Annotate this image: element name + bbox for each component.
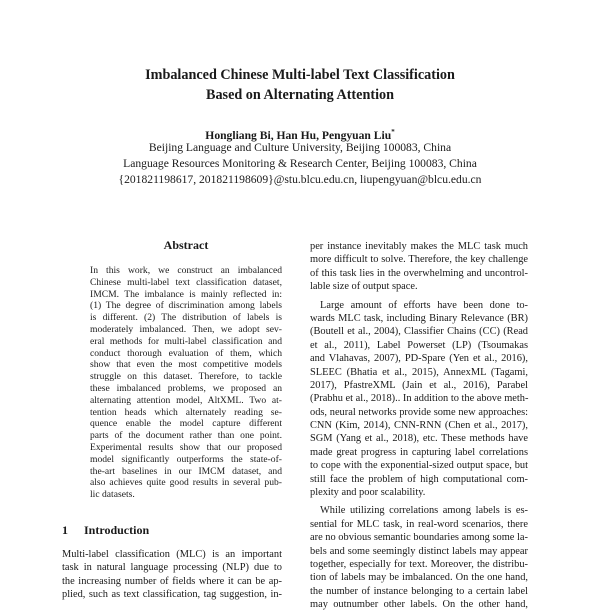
text-line: the number of instance belonging to a certain label <box>310 585 528 597</box>
text-line: lable size of output space. <box>310 281 418 293</box>
corresponding-author-mark: * <box>391 128 395 136</box>
text-line: SLEEC (Bhatia et al., 2015), AnnexML (Tagami, <box>310 366 528 378</box>
text-line: may outnumber other labels. On the other hand, <box>310 599 528 611</box>
text-line: still face the problem of high computational com- <box>310 473 528 485</box>
affiliation-2: Language Resources Monitoring & Research Center, Beijing 100083, China <box>123 157 477 170</box>
text-line: these imbalanced problems, we proposed an <box>90 382 282 394</box>
text-line: Multi-label classification (MLC) is an important <box>62 549 282 560</box>
section-title: Introduction <box>84 523 150 537</box>
text-line: also achieves quite good results in several pub- <box>90 477 282 489</box>
paragraph <box>62 548 282 602</box>
text-line: model significantly outperforms the state-of- <box>90 453 282 465</box>
text-line: (Prabhu et al., 2018).. In addition to the above meth- <box>310 393 529 405</box>
text-line: the increasing number of fields where it can be ap- <box>62 575 282 587</box>
text-line: to cope with the exponential-sized output space, but <box>310 460 528 472</box>
text-line: more difficult to solve. Therefore, the key challenge <box>310 254 528 266</box>
text-line: sential for MLC task, in real-word scenarios, there <box>310 518 528 530</box>
text-line: While utilizing correlations among labels is es- <box>320 505 528 517</box>
author-emails: {201821198617, 201821198609}@stu.blcu.edu.cn, liupengyuan@blcu.edu.cn <box>118 173 482 186</box>
text-line: struggle on this dataset. Therefore, to tackle <box>90 371 282 383</box>
text-line: task in natural language processing (NLP) due to <box>62 562 282 574</box>
text-line: together, especially for text. Moreover, the distribu- <box>310 558 528 570</box>
paragraph <box>90 265 282 501</box>
affiliation-1: Beijing Language and Culture University, Beijing 100083, China <box>148 141 452 154</box>
section-heading-introduction <box>62 523 149 538</box>
text-line: the-art baselines in our IMCM dataset, and <box>90 465 282 477</box>
text-line: Chinese multi-label text classification dataset, <box>90 276 282 288</box>
introduction-body <box>62 548 282 602</box>
text-line: per instance inevitably makes the MLC task much <box>310 241 528 252</box>
text-line: made great progress in capturing label correlations <box>310 446 528 458</box>
text-line: ods, neural networks provide some new approaches: <box>310 406 528 418</box>
right-column-body <box>310 240 528 612</box>
text-line: (1) The degree of discrimination among labels <box>90 300 282 312</box>
text-line: conduct thorough evaluation of them, which <box>90 347 282 359</box>
text-line: tention heads which alternately reading se- <box>90 406 282 418</box>
text-line: 2017), PfastreXML (Jain et al., 2016), Parabel <box>310 379 528 391</box>
text-line: In this work, we construct an imbalanced <box>90 265 282 276</box>
text-line: wards MLC task, including Binary Relevance (BR) <box>310 312 528 324</box>
text-line: parts of the document rather than one point. <box>90 430 282 442</box>
text-line: tion of labels may be imbalanced. On the one hand, <box>310 572 528 584</box>
text-line: plexity and poor scalability. <box>310 487 426 499</box>
text-line: Experimental results show that our proposed <box>90 441 282 453</box>
paragraph <box>310 240 528 294</box>
paper-title-line-1: Imbalanced Chinese Multi-label Text Classification <box>145 67 455 83</box>
text-line: CNN (Kim, 2014), CNN-RNN (Chen et al., 2017), <box>310 420 528 432</box>
text-line: show that even the most competitive models <box>90 359 282 371</box>
paragraph <box>310 299 528 500</box>
section-number: 1 <box>62 523 68 537</box>
text-line: et al., 2011), Label Powerset (LP) (Tsoumakas <box>310 339 528 351</box>
paper-title-line-2: Based on Alternating Attention <box>206 87 394 103</box>
text-line: is different. (2) The distribution of labels is <box>90 312 282 324</box>
text-line: lic datasets. <box>90 489 135 501</box>
text-line: quence enable the model capture different <box>90 418 282 430</box>
text-line: plied, such as text classification, tag suggestion, in- <box>62 589 282 601</box>
abstract-heading: Abstract <box>163 238 209 252</box>
text-line: SGM (Yang et al., 2018), etc. These methods have <box>310 433 528 445</box>
text-line: Large amount of efforts have been done to- <box>320 299 528 311</box>
text-line: bels and some seemingly distinct labels may appear <box>310 545 528 557</box>
text-line: moderately imbalanced. Then, we adopt sev- <box>90 323 282 335</box>
paragraph <box>310 504 528 611</box>
text-line: are no obvious semantic boundaries among some la- <box>310 532 528 544</box>
text-line: of this task lies in the overwhelming and uncontrol- <box>310 267 528 279</box>
abstract-body <box>90 265 282 501</box>
text-line: eral methods for multi-label classification and <box>90 335 282 347</box>
text-line: alternating attention model, AltXML. Two at- <box>90 394 282 406</box>
text-line: and Vlahavas, 2007), PD-Spare (Yen et al., 2016), <box>310 353 528 365</box>
text-line: (Boutell et al., 2004), Classifier Chains (CC) (Read <box>310 326 528 338</box>
author-names: Hongliang Bi, Han Hu, Pengyuan Liu <box>205 128 392 142</box>
text-line: IMCM. The imbalance is mainly reflected in: <box>90 288 282 300</box>
